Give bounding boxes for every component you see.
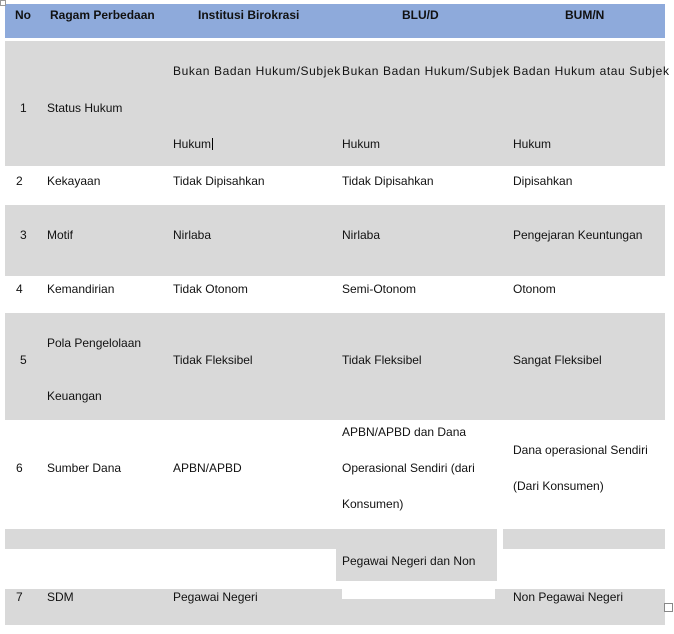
row-6-blud-line1: APBN/APBD dan Dana	[342, 425, 467, 439]
row-4-blud: Semi-Otonom	[342, 282, 417, 296]
table-row-7-bg-top-right	[503, 529, 665, 549]
row-4-aspect: Kemandirian	[47, 282, 115, 296]
row-4-no: 4	[16, 282, 23, 296]
row-1-no: 1	[20, 101, 27, 115]
header-blud: BLU/D	[402, 8, 439, 22]
row-6-blud-line3: Konsumen)	[342, 497, 404, 511]
row-6-blud-line2: Operasional Sendiri (dari	[342, 461, 475, 475]
row-3-blud: Nirlaba	[342, 228, 381, 242]
header-no: No	[15, 8, 31, 22]
row-7-aspect: SDM	[47, 590, 74, 604]
row-2-no: 2	[16, 174, 23, 188]
row-3-bumn: Pengejaran Keuntungan	[513, 228, 643, 242]
table-resize-handle[interactable]	[664, 603, 673, 612]
row-5-birokrasi: Tidak Fleksibel	[173, 353, 253, 367]
row-1-birokrasi-line2: Hukum	[173, 137, 212, 151]
row-1-blud-line1: Bukan Badan Hukum/Subjek	[342, 64, 510, 78]
row-2-aspect: Kekayaan	[47, 174, 101, 188]
row-5-blud: Tidak Fleksibel	[342, 353, 422, 367]
row-5-no: 5	[20, 353, 27, 367]
table-move-handle[interactable]	[0, 0, 6, 6]
row-7-blud: Pegawai Negeri dan Non	[342, 554, 476, 568]
row-5-aspect-line2: Keuangan	[47, 389, 102, 403]
row-6-aspect: Sumber Dana	[47, 461, 122, 475]
row-1-bumn-line1: Badan Hukum atau Subjek	[513, 64, 670, 78]
row-4-bumn: Otonom	[513, 282, 556, 296]
text-cursor	[212, 138, 213, 150]
row-4-birokrasi: Tidak Otonom	[173, 282, 248, 296]
header-bumn: BUM/N	[565, 8, 605, 22]
row-6-bumn-line1: Dana operasional Sendiri	[513, 443, 648, 457]
table-row-7-gap	[342, 584, 495, 599]
row-6-birokrasi: APBN/APBD	[173, 461, 242, 475]
row-1-birokrasi-line1: Bukan Badan Hukum/Subjek	[173, 64, 341, 78]
row-7-no: 7	[16, 590, 23, 604]
row-6-no: 6	[16, 461, 23, 475]
row-1-bumn-line2: Hukum	[513, 137, 552, 151]
row-3-no: 3	[20, 228, 27, 242]
row-5-aspect-line1: Pola Pengelolaan	[47, 336, 142, 350]
header-institusi-birokrasi: Institusi Birokrasi	[198, 8, 300, 22]
row-1-aspect: Status Hukum	[47, 101, 123, 115]
row-7-bumn: Non Pegawai Negeri	[513, 590, 624, 604]
row-2-birokrasi: Tidak Dipisahkan	[173, 174, 265, 188]
row-2-bumn: Dipisahkan	[513, 174, 573, 188]
row-7-birokrasi: Pegawai Negeri	[173, 590, 258, 604]
header-ragam-perbedaan: Ragam Perbedaan	[50, 8, 155, 22]
row-2-blud: Tidak Dipisahkan	[342, 174, 434, 188]
row-1-blud-line2: Hukum	[342, 137, 381, 151]
row-3-aspect: Motif	[47, 228, 74, 242]
row-5-bumn: Sangat Fleksibel	[513, 353, 602, 367]
row-6-bumn-line2: (Dari Konsumen)	[513, 479, 604, 493]
row-3-birokrasi: Nirlaba	[173, 228, 212, 242]
table-row-7-bg-top-left	[5, 529, 336, 549]
